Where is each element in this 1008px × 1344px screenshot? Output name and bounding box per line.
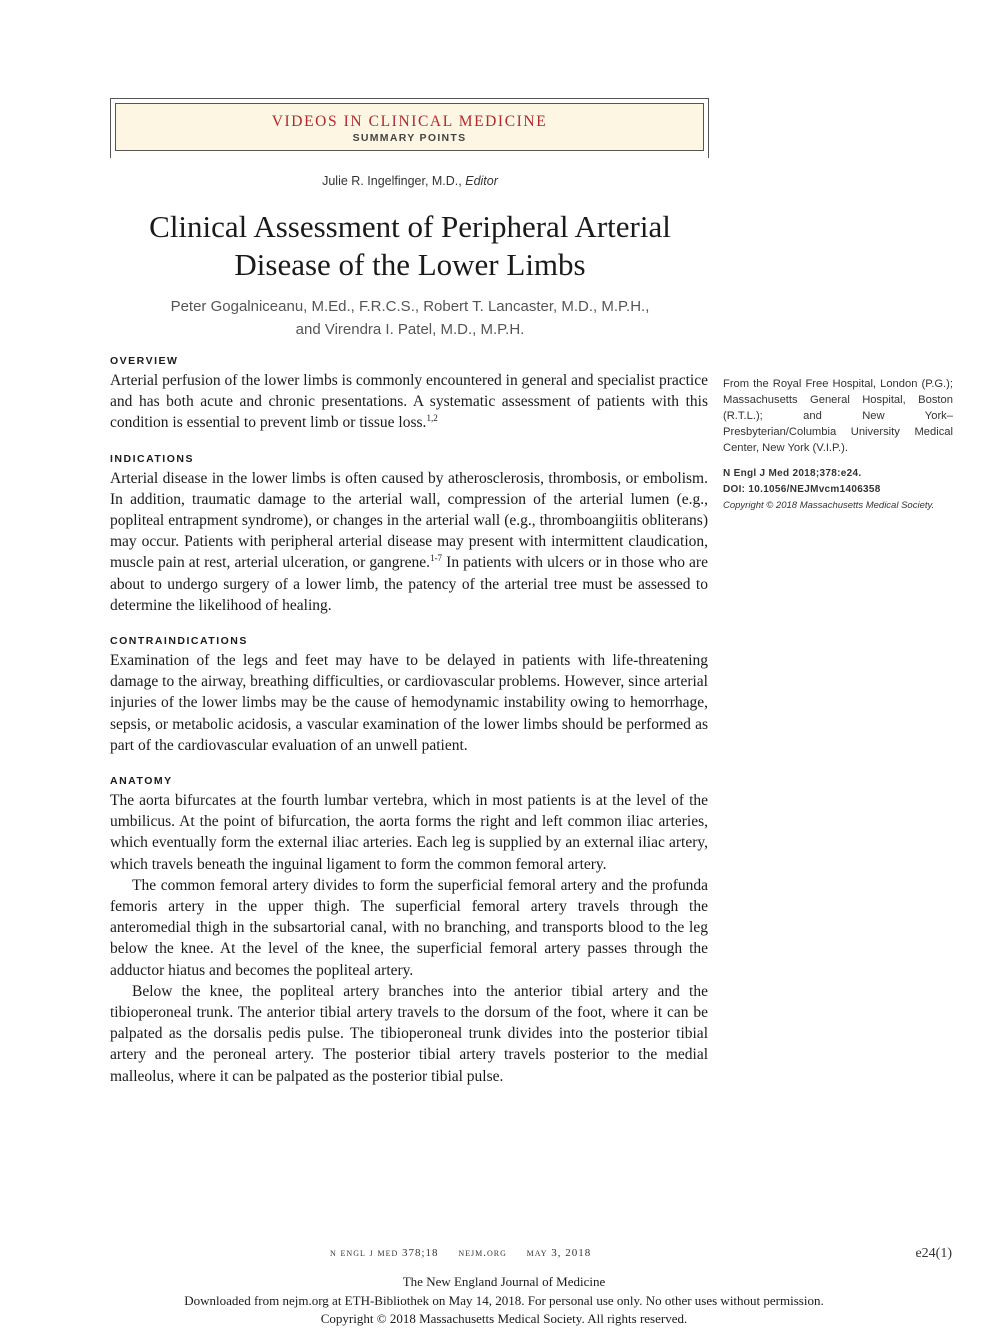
- editor-role: Editor: [465, 174, 498, 188]
- banner-subtitle: SUMMARY POINTS: [352, 132, 467, 144]
- download-notice: Downloaded from nejm.org at ETH-Bibliothek on May 14, 2018. For personal use only. No other uses without permission.: [184, 1293, 824, 1308]
- article-title-line-2: Disease of the Lower Limbs: [234, 247, 586, 282]
- journal-citation: N Engl J Med 2018;378:e24.: [723, 468, 862, 479]
- footer-site[interactable]: nejm.org: [458, 1247, 507, 1259]
- anatomy-paragraph-3: Below the knee, the popliteal artery branches into the anterior tibial artery and the tibioperoneal trunk. The anterior tibial artery travels to the dorsum of the foot, where it can be palpated as the dorsalis pedis pulse. The tibioperoneal trunk divides into the posterior tibial artery and the peroneal artery. The posterior tibial artery travels posterior to the medial malleolus, where it can be palpated as the posterior tibial pulse.: [110, 982, 708, 1085]
- doi-link[interactable]: DOI: 10.1056/NEJMvcm1406358: [723, 484, 881, 495]
- indications-text: [110, 468, 708, 616]
- authors-line-1: Peter Gogalniceanu, M.Ed., F.R.C.S., Robert T. Lancaster, M.D., M.P.H.,: [170, 298, 650, 315]
- contraindications-section: [110, 635, 708, 756]
- contraindications-text: Examination of the legs and feet may have to be delayed in patients with life-threatening damage to the airway, breathing difficulties, or cardiovascular problems. However, since arterial injuries of the lower limbs may be the cause of hemodynamic instability owing to hemorrhage, sepsis, or metabolic acidosis, a vascular examination of the lower limbs should be performed as part of the cardiovascular evaluation of an unwell patient.: [110, 652, 708, 754]
- overview-section: [110, 355, 708, 434]
- contraindications-heading: CONTRAINDICATIONS: [110, 635, 248, 648]
- banner-title: VIDEOS IN CLINICAL MEDICINE: [271, 113, 548, 130]
- footer-journal: n engl j med 378;18: [330, 1247, 439, 1259]
- authors-line-2: and Virendra I. Patel, M.D., M.P.H.: [295, 321, 525, 338]
- anatomy-section: [110, 775, 708, 1087]
- indications-body-a: Arterial disease in the lower limbs is often caused by atherosclerosis, thrombosis, or embolism. In addition, traumatic damage to the arterial wall, compression of the arterial lumen (e.g., popliteal entrapment syndrome), or changes in the arterial wall (e.g., thromboangiitis obliterans) may occur. Patients with peripheral arterial disease may present with intermittent claudication, muscle pain at rest, arterial ulceration, or gangrene.: [110, 469, 708, 572]
- anatomy-paragraph-2: The common femoral artery divides to form the superficial femoral artery and the profunda femoris artery in the upper thigh. The superficial femoral artery travels through the anteromedial thigh in the subsartorial canal, with no branching, and transports blood to the leg below the knee. At the level of the knee, the superficial femoral artery passes through the adductor hiatus and becomes the popliteal artery.: [110, 876, 708, 979]
- author-affiliations: From the Royal Free Hospital, London (P.G.); Massachusetts General Hospital, Boston (R.T.L.); and New York–Presbyterian/Columbia University Medical Center, New York (V.I.P.).: [723, 378, 953, 454]
- footer-date: may 3, 2018: [526, 1247, 592, 1259]
- anatomy-heading: ANATOMY: [110, 775, 173, 788]
- indications-section: [110, 453, 708, 616]
- indications-reference: 1-7: [430, 553, 443, 564]
- sidebar-copyright: Copyright © 2018 Massachusetts Medical Society.: [723, 500, 935, 511]
- article-authors: [110, 295, 710, 341]
- overview-reference: 1,2: [426, 413, 438, 424]
- overview-text: [110, 370, 708, 434]
- rights-notice: Copyright © 2018 Massachusetts Medical Society. All rights reserved.: [320, 1311, 688, 1326]
- banner-box: [115, 103, 704, 151]
- article-body: [110, 355, 708, 1106]
- indications-body-b: In patients with ulcers or in those who are about to undergo surgery of a lower limb, the patency of the arterial tree must be assessed to determine the likelihood of healing.: [110, 554, 708, 614]
- section-banner: [110, 98, 709, 158]
- running-footer: [330, 1247, 607, 1259]
- editor-name: Julie R. Ingelfinger, M.D.,: [322, 174, 466, 188]
- article-title-line-1: Clinical Assessment of Peripheral Arterial: [149, 209, 671, 244]
- page-number: e24(1): [915, 1246, 952, 1261]
- overview-body: Arterial perfusion of the lower limbs is commonly encountered in general and specialist practice and has both acute and chronic presentations. A systematic assessment of patients with this condition is essential to prevent limb or tissue loss.: [110, 372, 708, 432]
- article-sidebar: [723, 376, 953, 514]
- overview-heading: OVERVIEW: [110, 355, 179, 367]
- anatomy-paragraph-1: The aorta bifurcates at the fourth lumbar vertebra, which in most patients is at the level of the umbilicus. At the point of bifurcation, the aorta forms the right and left common iliac arteries, which eventually form the external iliac arteries. Each leg is supplied by an external iliac artery, which travels beneath the inguinal ligament to form the common femoral artery.: [110, 792, 708, 873]
- indications-heading: INDICATIONS: [110, 452, 194, 465]
- article-title: [110, 208, 710, 284]
- editor-line: [0, 174, 820, 188]
- publisher-name: The New England Journal of Medicine: [402, 1274, 606, 1289]
